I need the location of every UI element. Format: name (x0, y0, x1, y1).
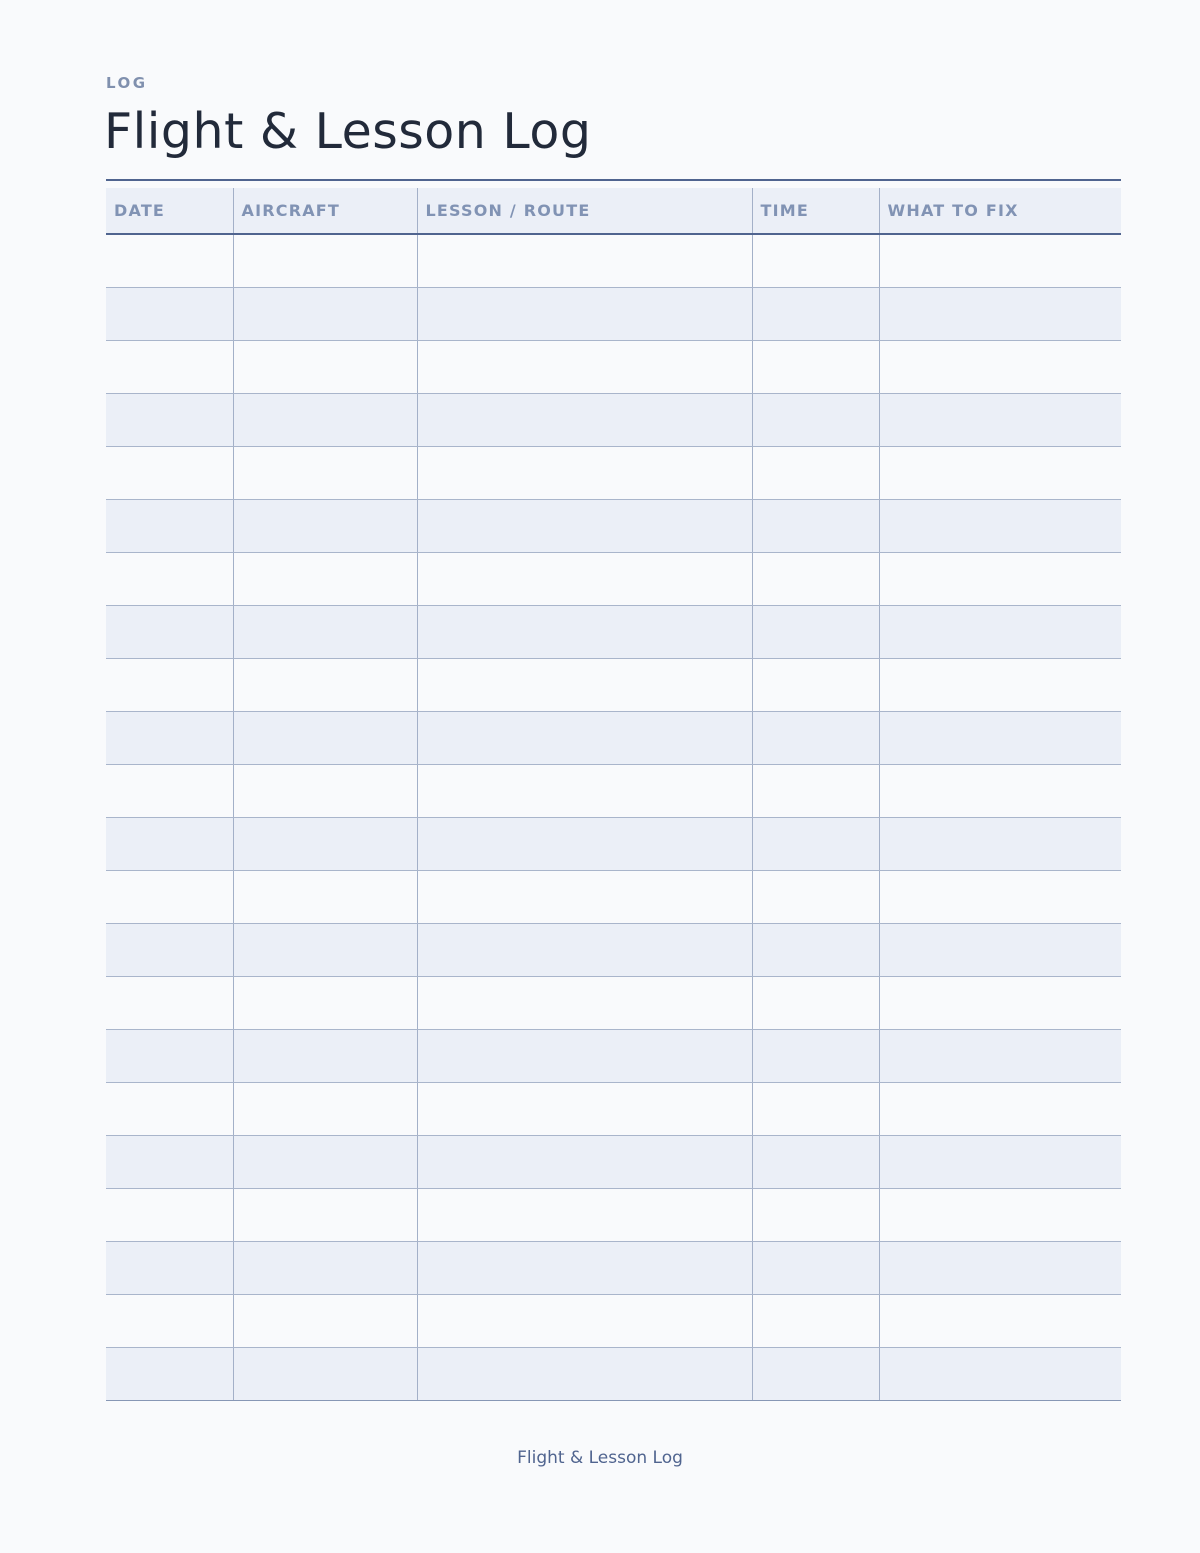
cell-lesson-route[interactable] (417, 552, 752, 605)
cell-time[interactable] (752, 976, 879, 1029)
cell-what-to-fix[interactable] (879, 340, 1121, 393)
cell-time[interactable] (752, 234, 879, 287)
cell-aircraft[interactable] (233, 1188, 417, 1241)
table-row (106, 817, 1121, 870)
cell-lesson-route[interactable] (417, 658, 752, 711)
cell-time[interactable] (752, 1082, 879, 1135)
cell-time[interactable] (752, 870, 879, 923)
cell-date[interactable] (106, 499, 233, 552)
cell-aircraft[interactable] (233, 234, 417, 287)
cell-aircraft[interactable] (233, 499, 417, 552)
table-row (106, 340, 1121, 393)
cell-time[interactable] (752, 764, 879, 817)
cell-lesson-route[interactable] (417, 923, 752, 976)
cell-date[interactable] (106, 287, 233, 340)
cell-what-to-fix[interactable] (879, 1082, 1121, 1135)
cell-lesson-route[interactable] (417, 1294, 752, 1347)
table-row (106, 976, 1121, 1029)
cell-aircraft[interactable] (233, 1082, 417, 1135)
cell-aircraft[interactable] (233, 340, 417, 393)
cell-aircraft[interactable] (233, 605, 417, 658)
cell-time[interactable] (752, 1135, 879, 1188)
page-title: Flight & Lesson Log (104, 103, 592, 160)
cell-date[interactable] (106, 552, 233, 605)
cell-what-to-fix[interactable] (879, 764, 1121, 817)
cell-date[interactable] (106, 870, 233, 923)
cell-time[interactable] (752, 923, 879, 976)
cell-what-to-fix[interactable] (879, 605, 1121, 658)
cell-aircraft[interactable] (233, 552, 417, 605)
cell-lesson-route[interactable] (417, 1135, 752, 1188)
cell-date[interactable] (106, 1347, 233, 1400)
page-footer: Flight & Lesson Log (517, 1448, 683, 1468)
cell-date[interactable] (106, 817, 233, 870)
table-row (106, 711, 1121, 764)
cell-aircraft[interactable] (233, 658, 417, 711)
eyebrow-label: LOG (106, 74, 148, 92)
cell-time[interactable] (752, 1029, 879, 1082)
cell-date[interactable] (106, 658, 233, 711)
cell-aircraft[interactable] (233, 870, 417, 923)
cell-what-to-fix[interactable] (879, 499, 1121, 552)
cell-what-to-fix[interactable] (879, 287, 1121, 340)
cell-aircraft[interactable] (233, 1029, 417, 1082)
cell-aircraft[interactable] (233, 711, 417, 764)
cell-what-to-fix[interactable] (879, 446, 1121, 499)
cell-aircraft[interactable] (233, 287, 417, 340)
table-body (106, 234, 1121, 1400)
table-row (106, 446, 1121, 499)
cell-time[interactable] (752, 1294, 879, 1347)
cell-what-to-fix[interactable] (879, 1188, 1121, 1241)
table-row (106, 234, 1121, 287)
cell-date[interactable] (106, 446, 233, 499)
table-row (106, 923, 1121, 976)
cell-lesson-route[interactable] (417, 1347, 752, 1400)
cell-lesson-route[interactable] (417, 1082, 752, 1135)
cell-lesson-route[interactable] (417, 817, 752, 870)
table-row (106, 552, 1121, 605)
title-rule (106, 179, 1121, 181)
cell-date[interactable] (106, 1029, 233, 1082)
cell-what-to-fix[interactable] (879, 1294, 1121, 1347)
table-row (106, 1241, 1121, 1294)
cell-lesson-route[interactable] (417, 340, 752, 393)
cell-date[interactable] (106, 1188, 233, 1241)
cell-date[interactable] (106, 976, 233, 1029)
cell-time[interactable] (752, 287, 879, 340)
cell-what-to-fix[interactable] (879, 552, 1121, 605)
cell-what-to-fix[interactable] (879, 1029, 1121, 1082)
cell-what-to-fix[interactable] (879, 817, 1121, 870)
table-row (106, 605, 1121, 658)
cell-aircraft[interactable] (233, 1347, 417, 1400)
cell-lesson-route[interactable] (417, 393, 752, 446)
cell-lesson-route[interactable] (417, 287, 752, 340)
cell-what-to-fix[interactable] (879, 976, 1121, 1029)
cell-what-to-fix[interactable] (879, 1241, 1121, 1294)
column-header-date: DATE (106, 188, 233, 234)
cell-time[interactable] (752, 1241, 879, 1294)
cell-lesson-route[interactable] (417, 1241, 752, 1294)
cell-aircraft[interactable] (233, 923, 417, 976)
cell-what-to-fix[interactable] (879, 1135, 1121, 1188)
cell-what-to-fix[interactable] (879, 234, 1121, 287)
cell-date[interactable] (106, 711, 233, 764)
table-row (106, 1188, 1121, 1241)
cell-time[interactable] (752, 1347, 879, 1400)
cell-what-to-fix[interactable] (879, 658, 1121, 711)
cell-time[interactable] (752, 340, 879, 393)
cell-what-to-fix[interactable] (879, 870, 1121, 923)
table-row (106, 499, 1121, 552)
cell-date[interactable] (106, 764, 233, 817)
cell-time[interactable] (752, 605, 879, 658)
cell-lesson-route[interactable] (417, 1029, 752, 1082)
cell-date[interactable] (106, 1294, 233, 1347)
cell-date[interactable] (106, 1135, 233, 1188)
cell-lesson-route[interactable] (417, 976, 752, 1029)
table-row (106, 1135, 1121, 1188)
cell-date[interactable] (106, 340, 233, 393)
cell-aircraft[interactable] (233, 393, 417, 446)
cell-date[interactable] (106, 923, 233, 976)
cell-time[interactable] (752, 446, 879, 499)
cell-aircraft[interactable] (233, 1135, 417, 1188)
column-header-aircraft: AIRCRAFT (233, 188, 417, 234)
cell-lesson-route[interactable] (417, 499, 752, 552)
cell-lesson-route[interactable] (417, 605, 752, 658)
log-table (106, 188, 1121, 1401)
table-row (106, 393, 1121, 446)
cell-lesson-route[interactable] (417, 870, 752, 923)
cell-lesson-route[interactable] (417, 446, 752, 499)
cell-aircraft[interactable] (233, 764, 417, 817)
cell-lesson-route[interactable] (417, 234, 752, 287)
table-header-row (106, 188, 1121, 234)
cell-what-to-fix[interactable] (879, 923, 1121, 976)
table-row (106, 870, 1121, 923)
cell-date[interactable] (106, 605, 233, 658)
cell-time[interactable] (752, 393, 879, 446)
column-header-what-to-fix: WHAT TO FIX (879, 188, 1121, 234)
table-row (106, 1082, 1121, 1135)
table-row (106, 287, 1121, 340)
cell-aircraft[interactable] (233, 1294, 417, 1347)
cell-time[interactable] (752, 817, 879, 870)
cell-what-to-fix[interactable] (879, 393, 1121, 446)
cell-lesson-route[interactable] (417, 764, 752, 817)
cell-lesson-route[interactable] (417, 1188, 752, 1241)
cell-date[interactable] (106, 1241, 233, 1294)
table-row (106, 658, 1121, 711)
cell-aircraft[interactable] (233, 446, 417, 499)
cell-what-to-fix[interactable] (879, 711, 1121, 764)
cell-what-to-fix[interactable] (879, 1347, 1121, 1400)
cell-date[interactable] (106, 1082, 233, 1135)
cell-time[interactable] (752, 658, 879, 711)
table-row (106, 1294, 1121, 1347)
cell-time[interactable] (752, 552, 879, 605)
cell-aircraft[interactable] (233, 1241, 417, 1294)
cell-time[interactable] (752, 711, 879, 764)
cell-time[interactable] (752, 499, 879, 552)
cell-date[interactable] (106, 393, 233, 446)
cell-aircraft[interactable] (233, 817, 417, 870)
cell-lesson-route[interactable] (417, 711, 752, 764)
cell-date[interactable] (106, 234, 233, 287)
cell-aircraft[interactable] (233, 976, 417, 1029)
table-row (106, 764, 1121, 817)
table-row (106, 1029, 1121, 1082)
table-row (106, 1347, 1121, 1400)
column-header-time: TIME (752, 188, 879, 234)
column-header-lesson-route: LESSON / ROUTE (417, 188, 752, 234)
cell-time[interactable] (752, 1188, 879, 1241)
